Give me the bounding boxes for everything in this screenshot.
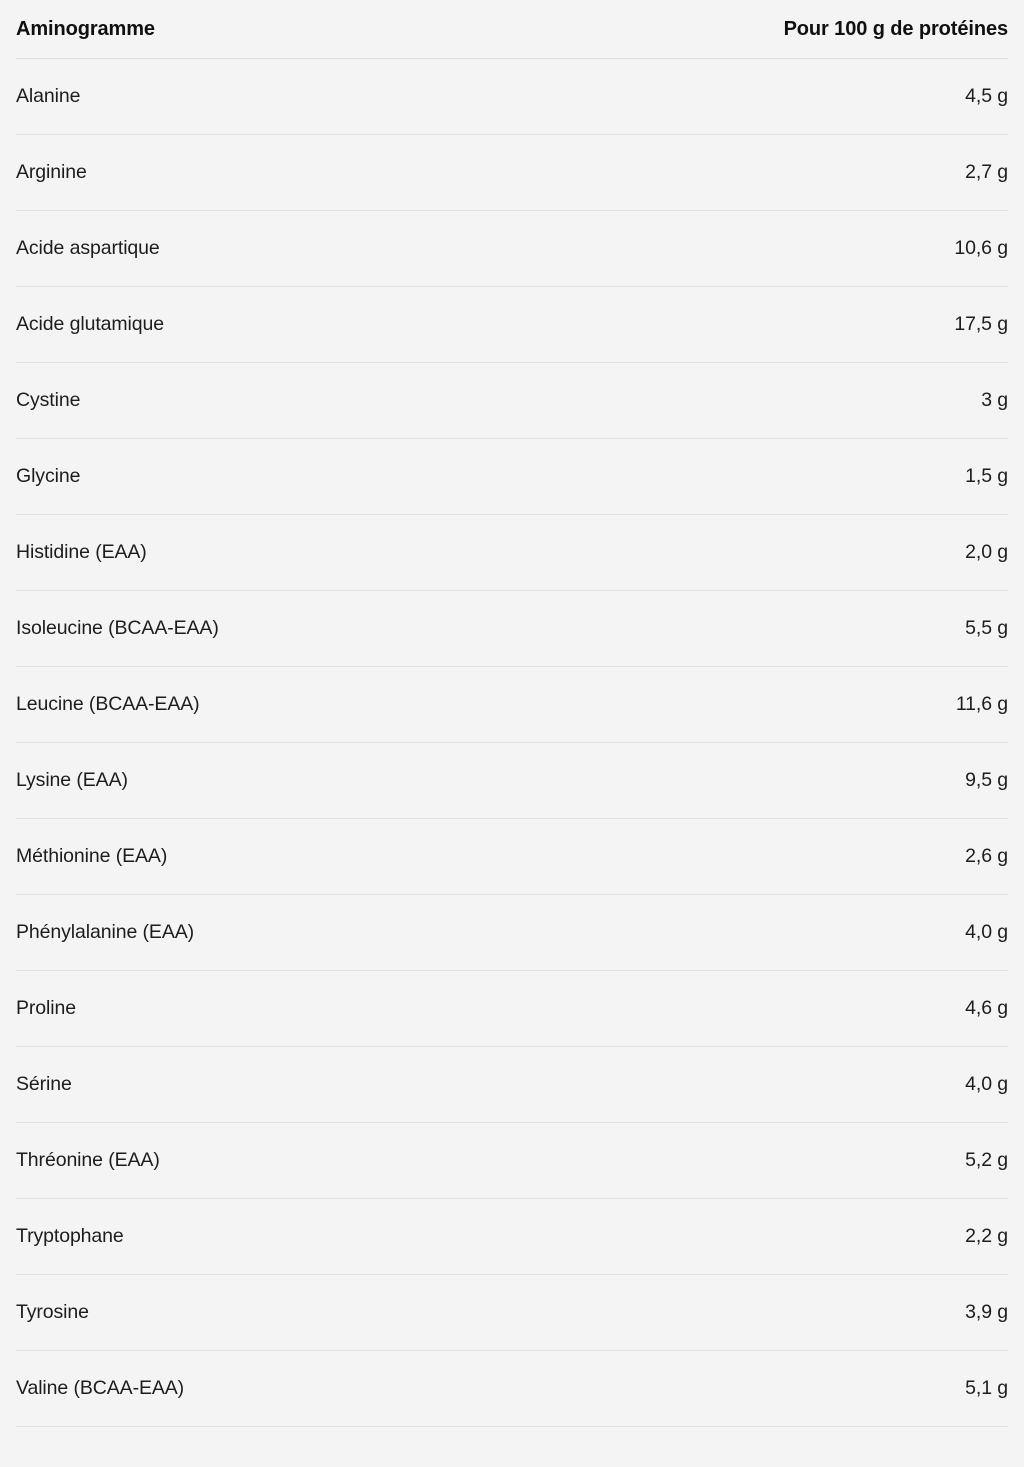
amino-acid-value: 3 g xyxy=(512,363,1008,439)
table-row xyxy=(16,363,1008,439)
bottom-spacer xyxy=(0,1427,1024,1467)
table-row xyxy=(16,287,1008,363)
amino-acid-name: Tyrosine xyxy=(16,1275,512,1351)
amino-acid-value: 2,7 g xyxy=(512,135,1008,211)
table-row xyxy=(16,439,1008,515)
amino-acid-name: Cystine xyxy=(16,363,512,439)
table-row xyxy=(16,743,1008,819)
table-header xyxy=(16,0,1008,59)
table-header-row xyxy=(16,0,1008,59)
table-body xyxy=(16,59,1008,1427)
amino-acid-value: 5,5 g xyxy=(512,591,1008,667)
table-row xyxy=(16,819,1008,895)
amino-acid-value: 1,5 g xyxy=(512,439,1008,515)
amino-acid-name: Méthionine (EAA) xyxy=(16,819,512,895)
amino-acid-value: 4,5 g xyxy=(512,59,1008,135)
amino-acid-value: 9,5 g xyxy=(512,743,1008,819)
amino-acid-value: 2,2 g xyxy=(512,1199,1008,1275)
amino-acid-name: Acide aspartique xyxy=(16,211,512,287)
table-row xyxy=(16,1123,1008,1199)
amino-acid-name: Acide glutamique xyxy=(16,287,512,363)
amino-acid-name: Isoleucine (BCAA-EAA) xyxy=(16,591,512,667)
table-row xyxy=(16,1275,1008,1351)
amino-acid-value: 4,0 g xyxy=(512,1047,1008,1123)
amino-acid-value: 4,0 g xyxy=(512,895,1008,971)
table-row xyxy=(16,591,1008,667)
amino-acid-table xyxy=(16,0,1008,1427)
table-row xyxy=(16,971,1008,1047)
amino-acid-name: Proline xyxy=(16,971,512,1047)
table-row xyxy=(16,667,1008,743)
amino-acid-value: 2,0 g xyxy=(512,515,1008,591)
table-row xyxy=(16,211,1008,287)
amino-acid-name: Arginine xyxy=(16,135,512,211)
table-row xyxy=(16,895,1008,971)
table-row xyxy=(16,515,1008,591)
table-row xyxy=(16,1351,1008,1427)
amino-acid-value: 2,6 g xyxy=(512,819,1008,895)
amino-acid-name: Histidine (EAA) xyxy=(16,515,512,591)
amino-acid-name: Glycine xyxy=(16,439,512,515)
amino-acid-name: Leucine (BCAA-EAA) xyxy=(16,667,512,743)
amino-acid-value: 17,5 g xyxy=(512,287,1008,363)
amino-acid-name: Lysine (EAA) xyxy=(16,743,512,819)
amino-acid-name: Sérine xyxy=(16,1047,512,1123)
column-header-aminogramme: Aminogramme xyxy=(16,0,512,59)
amino-acid-value: 10,6 g xyxy=(512,211,1008,287)
amino-acid-name: Alanine xyxy=(16,59,512,135)
amino-acid-name: Valine (BCAA-EAA) xyxy=(16,1351,512,1427)
amino-acid-value: 4,6 g xyxy=(512,971,1008,1047)
table-row xyxy=(16,1199,1008,1275)
amino-acid-value: 3,9 g xyxy=(512,1275,1008,1351)
amino-acid-name: Thréonine (EAA) xyxy=(16,1123,512,1199)
amino-acid-value: 11,6 g xyxy=(512,667,1008,743)
amino-acid-name: Tryptophane xyxy=(16,1199,512,1275)
amino-acid-value: 5,2 g xyxy=(512,1123,1008,1199)
column-header-per-100g-protein: Pour 100 g de protéines xyxy=(512,0,1008,59)
amino-acid-name: Phénylalanine (EAA) xyxy=(16,895,512,971)
table-row xyxy=(16,135,1008,211)
table-row xyxy=(16,1047,1008,1123)
table-row xyxy=(16,59,1008,135)
amino-acid-value: 5,1 g xyxy=(512,1351,1008,1427)
